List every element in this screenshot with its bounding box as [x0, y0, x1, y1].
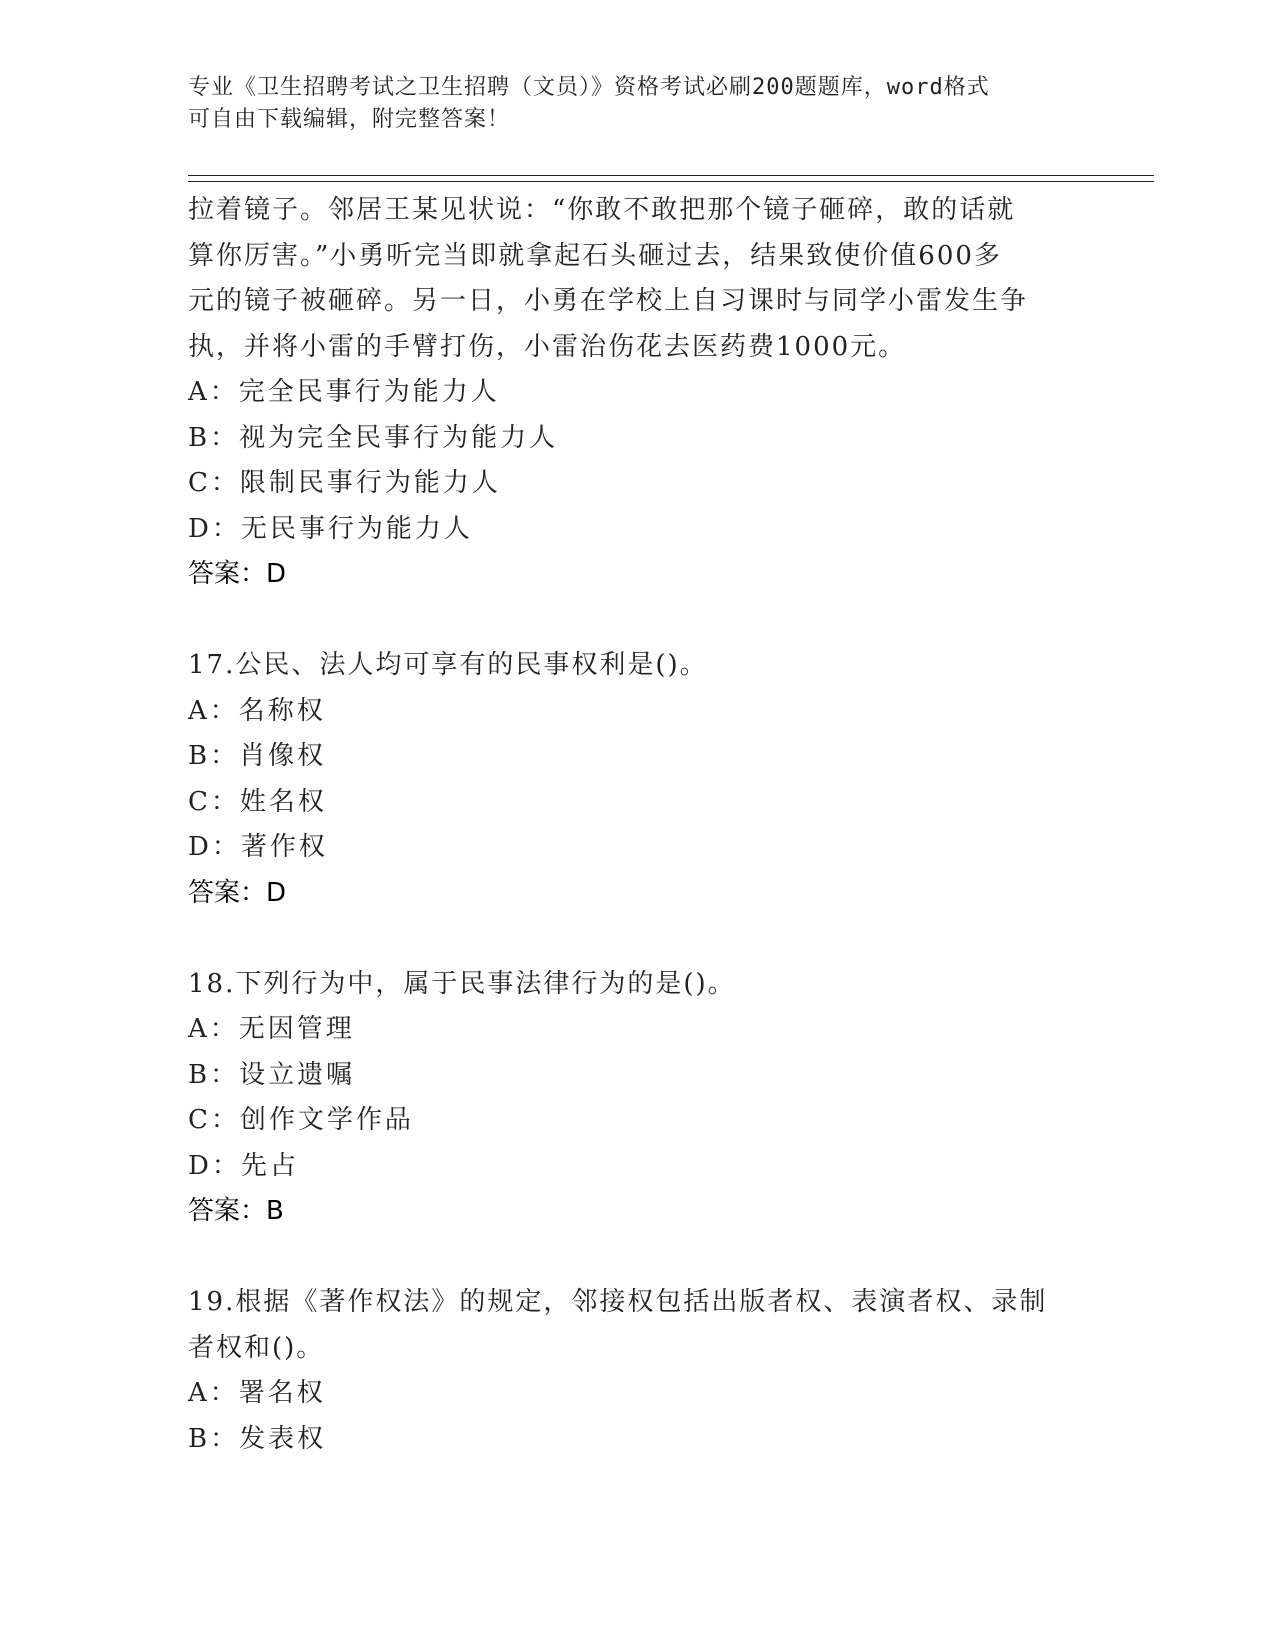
document-body [188, 188, 1088, 1462]
question-text-line: 算你厉害。”小勇听完当即就拿起石头砸过去，结果致使价值600多 [188, 240, 1002, 271]
question-stem: 18.下列行为中，属于民事法律行为的是()。 [188, 968, 736, 999]
option-a: A：无因管理 [188, 1014, 355, 1044]
question-text-line: 执，并将小雷的手臂打伤，小雷治伤花去医药费1000元。 [188, 331, 907, 362]
option-b: B：发表权 [188, 1423, 327, 1454]
option-d: D：先占 [188, 1150, 299, 1181]
answer: 答案：D [188, 877, 287, 908]
answer: 答案：B [188, 1196, 284, 1226]
question-text-line: 元的镜子被砸碎。另一日，小勇在学校上自习课时与同学小雷发生争 [188, 286, 1029, 316]
question-16 [188, 188, 1088, 598]
header-line-1: 专业《卫生招聘考试之卫生招聘（文员）》资格考试必刷200题题库，word格式 [188, 75, 990, 100]
question-stem: 17.公民、法人均可享有的民事权利是()。 [188, 650, 708, 680]
header-divider-bottom [188, 181, 1154, 182]
question-stem-line: 者权和()。 [188, 1332, 325, 1363]
option-a: A：完全民事行为能力人 [188, 377, 500, 407]
option-d: D：著作权 [188, 832, 328, 862]
option-a: A：署名权 [188, 1378, 326, 1408]
option-b: B：肖像权 [188, 741, 327, 771]
option-c: C：限制民事行为能力人 [188, 468, 501, 498]
header-line-2: 可自由下载编辑，附完整答案！ [188, 107, 511, 132]
option-b: B：视为完全民事行为能力人 [188, 422, 559, 453]
option-b: B：设立遗嘱 [188, 1059, 356, 1090]
option-d: D：无民事行为能力人 [188, 513, 473, 544]
question-stem-line: 19.根据《著作权法》的规定，邻接权包括出版者权、表演者权、录制 [188, 1287, 1048, 1317]
page-header [188, 72, 1088, 136]
question-text-line: 拉着镜子。邻居王某见状说：“你敢不敢把那个镜子砸碎，敢的话就 [188, 195, 1016, 225]
option-c: C：姓名权 [188, 786, 327, 817]
answer: 答案：D [188, 559, 287, 589]
question-19 [188, 1280, 1088, 1462]
question-17 [188, 643, 1088, 916]
spacer [188, 916, 1088, 962]
option-c: C：创作文学作品 [188, 1105, 414, 1135]
option-a: A：名称权 [188, 695, 326, 726]
spacer [188, 598, 1088, 644]
spacer [188, 1235, 1088, 1281]
header-divider-top [188, 175, 1154, 176]
question-18 [188, 962, 1088, 1235]
